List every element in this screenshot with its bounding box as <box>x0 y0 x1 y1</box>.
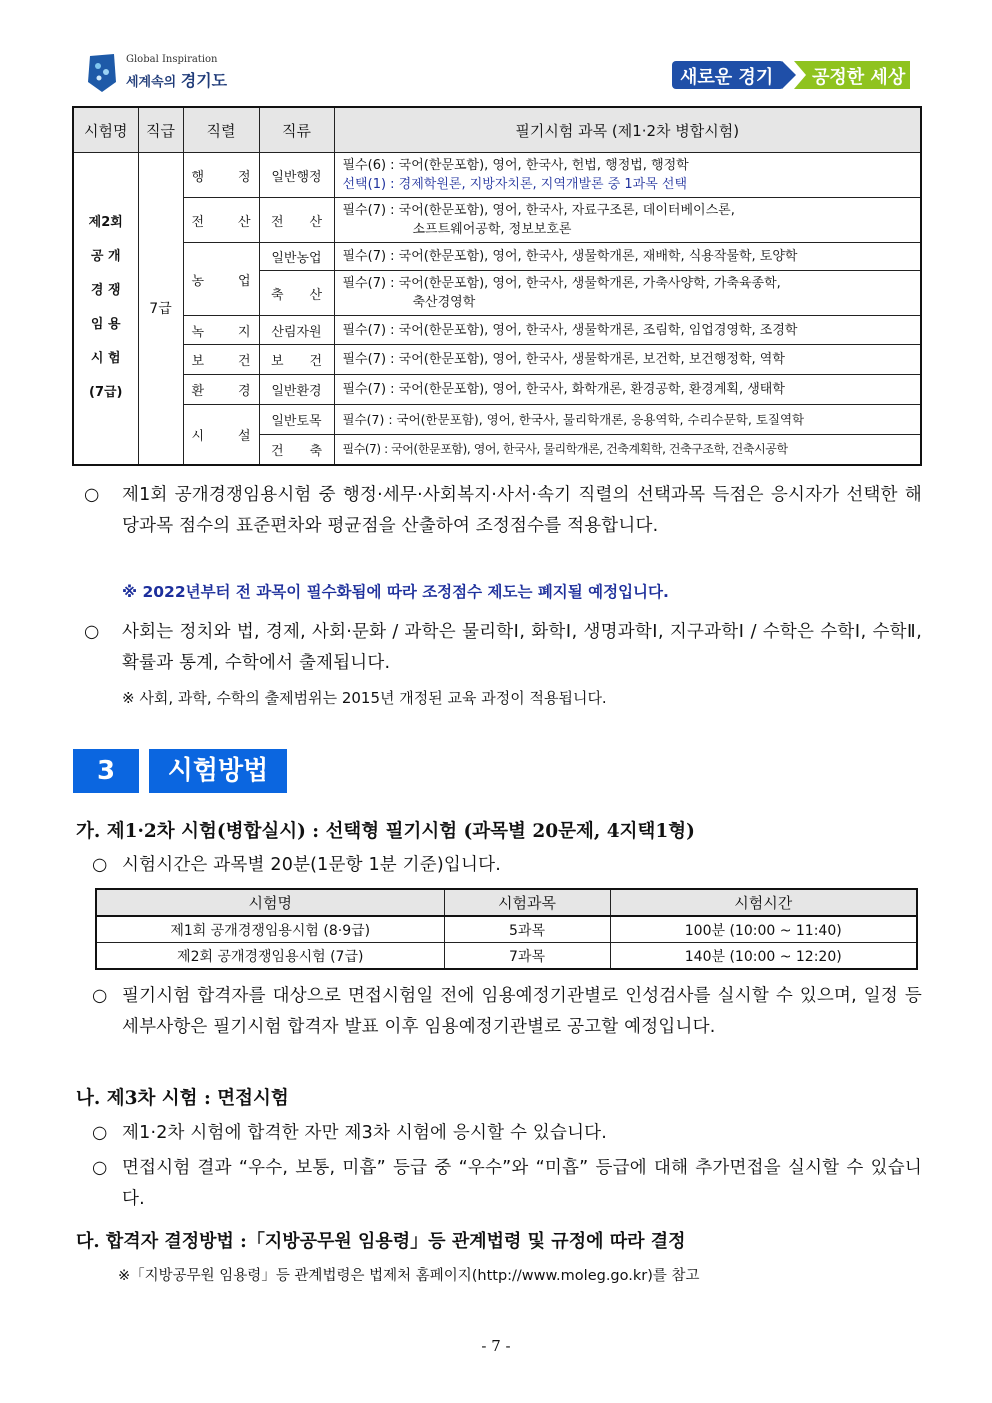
type-cell: 보 건 <box>259 345 334 375</box>
subject-line: 선택(1) : 경제학원론, 지방자치론, 지역개발론 중 1과목 선택 <box>342 177 688 192</box>
subject-cell <box>334 405 921 435</box>
subject-cell <box>334 435 921 465</box>
heading-ga: 가. 제1·2차 시험(병합실시) : 선택형 필기시험 (과목별 20문제, 4지택1형) <box>76 821 695 842</box>
series-char: 건 <box>237 354 251 369</box>
subject-line: 필수(7) : 국어(한문포함), 영어, 한국사, 화학개론, 환경공학, 환경계획, 생태학 <box>342 382 785 397</box>
table-row <box>96 943 917 970</box>
header-grade: 직급 <box>138 107 183 153</box>
series-char: 농 <box>191 273 205 289</box>
logo-english: Global Inspiration <box>126 54 218 65</box>
header-exam-name: 시험명 <box>96 889 444 916</box>
gyeonggi-logo <box>84 50 244 96</box>
series-cell <box>183 345 259 375</box>
subject-cell <box>334 375 921 405</box>
table-row <box>73 198 921 243</box>
type-cell: 일반환경 <box>259 375 334 405</box>
table-row <box>96 916 917 943</box>
subject-line: 필수(7) : 국어(한문포함), 영어, 한국사, 자료구조론, 데이터베이스론, <box>342 203 735 218</box>
section-number: 3 <box>73 749 139 793</box>
exam-name-line: 시 험 <box>90 351 121 367</box>
bullet-circle: ○ <box>92 1123 108 1143</box>
heading-na: 나. 제3차 시험 : 면접시험 <box>76 1088 289 1109</box>
table-cell: 140분 (10:00 ~ 12:20) <box>610 943 917 970</box>
header-subjects: 필기시험 과목 (제1·2차 병합시험) <box>334 107 921 153</box>
bullet-circle: ○ <box>84 485 100 505</box>
paragraph-exam-time <box>92 850 922 881</box>
header-subjects: 시험과목 <box>444 889 610 916</box>
series-char: 정 <box>237 169 251 185</box>
subject-cell <box>334 271 921 316</box>
subject-cell <box>334 198 921 243</box>
bullet-circle: ○ <box>84 622 100 642</box>
series-cell <box>183 405 259 465</box>
table-header-row <box>96 889 917 916</box>
table-cell: 7과목 <box>444 943 610 970</box>
paragraph-interview-result <box>92 1153 922 1215</box>
exam-name-cell <box>73 153 138 465</box>
table-cell: 제1회 공개경쟁임용시험 (8·9급) <box>96 916 444 943</box>
header-exam-name: 시험명 <box>73 107 138 153</box>
subject-line: 축산경영학 <box>412 295 476 310</box>
series-char: 녹 <box>191 324 205 340</box>
subject-cell <box>334 316 921 345</box>
subject-line: 소프트웨어공학, 정보보호론 <box>412 222 572 237</box>
exam-name-line: 임 용 <box>90 317 121 333</box>
note-moleg: ※「지방공무원 임용령」등 관계법령은 법제처 홈페이지(http://www.moleg.go.kr)를 참고 <box>118 1268 700 1284</box>
paragraph-text: 필기시험 합격자를 대상으로 면접시험일 전에 임용예정기관별로 인성검사를 실시할 수 있으며, 일정 등 세부사항은 필기시험 합격자 발표 이후 임용예정기관별로 공고할 예정입니다. <box>122 986 922 1037</box>
exam-name-line: 경 쟁 <box>90 283 121 299</box>
paragraph-text: 제1·2차 시험에 합격한 자만 제3차 시험에 응시할 수 있습니다. <box>122 1123 608 1143</box>
subject-line: 필수(6) : 국어(한문포함), 영어, 한국사, 헌법, 행정법, 행정학 <box>342 158 689 173</box>
exam-name-line: 제2회 <box>88 215 123 231</box>
type-cell: 축 산 <box>259 271 334 316</box>
exam-time-table <box>95 888 918 970</box>
type-cell: 건 축 <box>259 435 334 465</box>
slogan-banner <box>672 60 912 90</box>
series-char: 설 <box>237 428 251 444</box>
exam-name-line: (7급) <box>89 385 123 401</box>
paragraph-text: 면접시험 결과 “우수, 보통, 미흡” 등급 중 “우수”와 “미흡” 등급에 대해 추가면접을 실시할 수 있습니다. <box>122 1158 922 1209</box>
note-curriculum: ※ 사회, 과학, 수학의 출제범위는 2015년 개정된 교육 과정이 적용됩니다. <box>122 689 607 707</box>
table-row <box>73 345 921 375</box>
header-series: 직렬 <box>183 107 259 153</box>
table-row <box>73 243 921 271</box>
logo-korean: 세계속의 경기도 <box>126 71 228 90</box>
paragraph-personality-test <box>92 981 922 1043</box>
slogan-left: 새로운 경기 <box>680 67 774 88</box>
bullet-circle: ○ <box>92 1158 108 1178</box>
bullet-circle: ○ <box>92 855 108 875</box>
series-cell <box>183 316 259 345</box>
series-char: 행 <box>191 169 205 185</box>
slogan-right: 공정한 세상 <box>812 67 906 88</box>
subject-cell <box>334 153 921 198</box>
paragraph-exam-scope <box>84 617 922 679</box>
series-char: 시 <box>191 428 205 444</box>
header-time: 시험시간 <box>610 889 917 916</box>
type-cell: 일반농업 <box>259 243 334 271</box>
series-char: 경 <box>237 384 251 399</box>
series-char: 보 <box>191 354 205 369</box>
bullet-circle: ○ <box>92 986 108 1006</box>
subject-line: 필수(7) : 국어(한문포함), 영어, 한국사, 물리학개론, 건축계획학, 건축구조학, 건축시공학 <box>342 441 788 456</box>
series-cell <box>183 243 259 316</box>
series-char: 전 <box>191 214 205 230</box>
page-number: - 7 - <box>481 1337 511 1355</box>
paragraph-text: 시험시간은 과목별 20분(1문항 1분 기준)입니다. <box>122 855 501 875</box>
paragraph-interview-eligibility <box>92 1118 922 1149</box>
series-cell <box>183 198 259 243</box>
table-row <box>73 405 921 435</box>
subject-line: 필수(7) : 국어(한문포함), 영어, 한국사, 생물학개론, 조림학, 임업경영학, 조경학 <box>342 322 798 338</box>
paragraph-adjusted-score <box>84 480 922 542</box>
heading-da: 다. 합격자 결정방법 :「지방공무원 임용령」등 관계법령 및 규정에 따라 결정 <box>76 1231 686 1252</box>
table-row <box>73 316 921 345</box>
subject-line: 필수(7) : 국어(한문포함), 영어, 한국사, 물리학개론, 응용역학, 수리수문학, 토질역학 <box>342 412 805 427</box>
series-char: 산 <box>237 214 251 230</box>
subject-line: 필수(7) : 국어(한문포함), 영어, 한국사, 생물학개론, 재배학, 식용작물학, 토양학 <box>342 249 798 264</box>
subject-line: 필수(7) : 국어(한문포함), 영어, 한국사, 생물학개론, 가축사양학, 가축육종학, <box>342 276 781 291</box>
series-char: 지 <box>237 324 251 340</box>
section-title: 시험방법 <box>149 749 287 793</box>
type-cell: 산림자원 <box>259 316 334 345</box>
paragraph-text: 제1회 공개경쟁임용시험 중 행정·세무·사회복지·사서·속기 직렬의 선택과목 득점은 응시자가 선택한 해당과목 점수의 표준편차와 평균점을 산출하여 조정점수를 적용합니다. <box>122 485 922 536</box>
table-cell: 100분 (10:00 ~ 11:40) <box>610 916 917 943</box>
series-char: 환 <box>191 384 205 399</box>
paragraph-text: 사회는 정치와 법, 경제, 사회·문화 / 과학은 물리학Ⅰ, 화학Ⅰ, 생명과학Ⅰ, 지구과학Ⅰ / 수학은 수학Ⅰ, 수학Ⅱ, 확률과 통계, 수학에서 출제됩니다. <box>122 622 922 673</box>
series-char: 업 <box>237 273 251 289</box>
series-cell <box>183 375 259 405</box>
subject-line: 필수(7) : 국어(한문포함), 영어, 한국사, 생물학개론, 보건학, 보건행정학, 역학 <box>342 352 785 367</box>
table-header-row <box>73 107 921 153</box>
table-cell: 5과목 <box>444 916 610 943</box>
table-cell: 제2회 공개경쟁임용시험 (7급) <box>96 943 444 970</box>
subject-cell <box>334 243 921 271</box>
table-row <box>73 375 921 405</box>
header-type: 직류 <box>259 107 334 153</box>
grade-cell: 7급 <box>138 153 183 465</box>
subject-cell <box>334 345 921 375</box>
gyeonggi-emblem-icon <box>84 52 120 94</box>
type-cell: 전 산 <box>259 198 334 243</box>
type-cell: 일반행정 <box>259 153 334 198</box>
note-abolish: ※ 2022년부터 전 과목이 필수화됨에 따라 조정점수 제도는 폐지될 예정입니다. <box>122 583 669 601</box>
subjects-table <box>72 106 922 466</box>
type-cell: 일반토목 <box>259 405 334 435</box>
exam-name-line: 공 개 <box>90 249 121 265</box>
table-row <box>73 153 921 198</box>
series-cell <box>183 153 259 198</box>
